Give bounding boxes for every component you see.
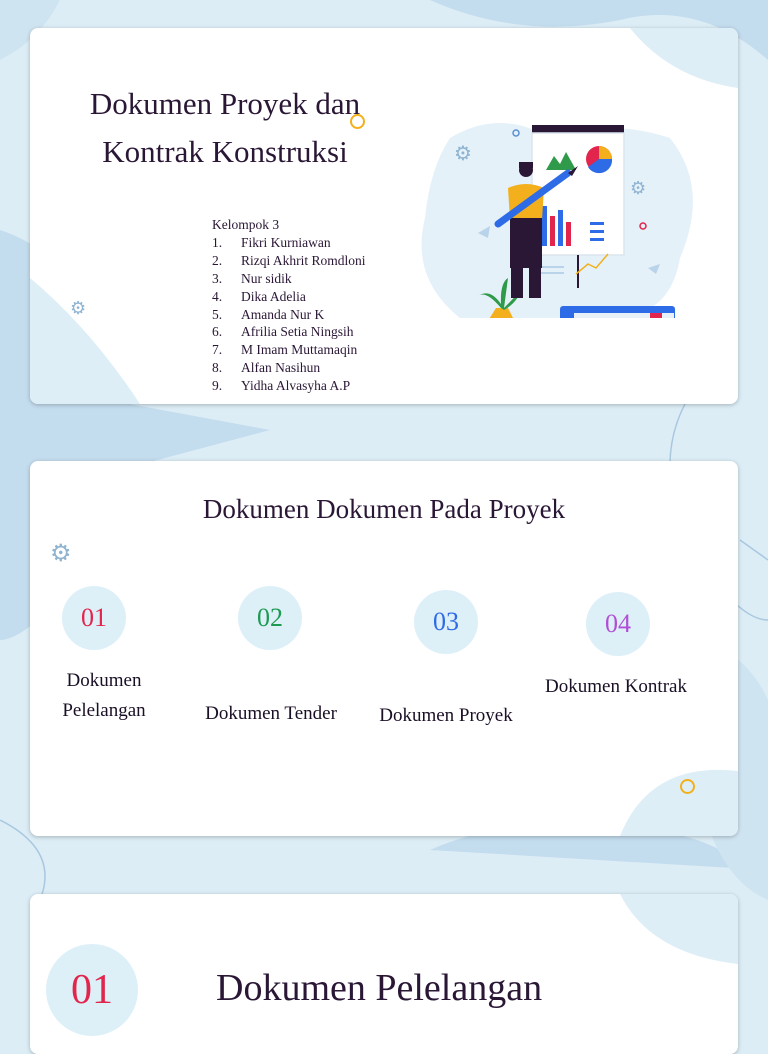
list-item: 9. Yidha Alvasyha A.P bbox=[212, 378, 351, 394]
agenda-label-04: Dokumen Kontrak bbox=[545, 676, 687, 697]
member-list bbox=[212, 234, 366, 395]
title-slide bbox=[30, 28, 738, 404]
agenda-label-02: Dokumen Tender bbox=[205, 703, 337, 724]
section-heading: Dokumen Pelelangan bbox=[216, 967, 543, 1009]
list-item: 1. Fikri Kurniawan bbox=[212, 234, 331, 250]
gear-icon: ⚙ bbox=[70, 298, 87, 319]
section-slide bbox=[30, 894, 738, 1054]
list-item: 6. Afrilia Setia Ningsih bbox=[212, 324, 354, 340]
group-members bbox=[212, 216, 366, 395]
ring-icon bbox=[680, 779, 695, 794]
ring-icon bbox=[350, 114, 365, 129]
agenda-number-03: 03 bbox=[414, 590, 478, 654]
svg-text:⚙: ⚙ bbox=[454, 141, 472, 165]
agenda-number-02: 02 bbox=[238, 586, 302, 650]
gear-icon: ⚙ bbox=[50, 539, 72, 567]
agenda-number-01: 01 bbox=[62, 586, 126, 650]
section-number: 01 bbox=[46, 944, 138, 1036]
title-line-2: Kontrak Konstruksi bbox=[102, 134, 348, 169]
list-item: 2. Rizqi Akhrit Romdloni bbox=[212, 252, 366, 268]
agenda-number-04: 04 bbox=[586, 592, 650, 656]
presentation-title bbox=[60, 80, 390, 176]
list-item: 5. Amanda Nur K bbox=[212, 306, 325, 322]
agenda-label-03: Dokumen Proyek bbox=[379, 705, 513, 726]
list-item: 7. M Imam Muttamaqin bbox=[212, 342, 358, 358]
section-title: Dokumen Dokumen Pada Proyek bbox=[202, 494, 566, 524]
agenda-slide bbox=[30, 461, 738, 836]
svg-text:⚙: ⚙ bbox=[630, 178, 647, 199]
agenda-label-01: Dokumen Pelelangan bbox=[62, 670, 146, 721]
list-item: 3. Nur sidik bbox=[212, 270, 292, 286]
group-label: Kelompok 3 bbox=[212, 217, 280, 232]
list-item: 4. Dika Adelia bbox=[212, 288, 306, 304]
list-item: 8. Alfan Nasihun bbox=[212, 360, 321, 376]
title-line-1: Dokumen Proyek dan bbox=[89, 86, 361, 121]
presenter-with-chart-board-icon bbox=[438, 118, 698, 318]
